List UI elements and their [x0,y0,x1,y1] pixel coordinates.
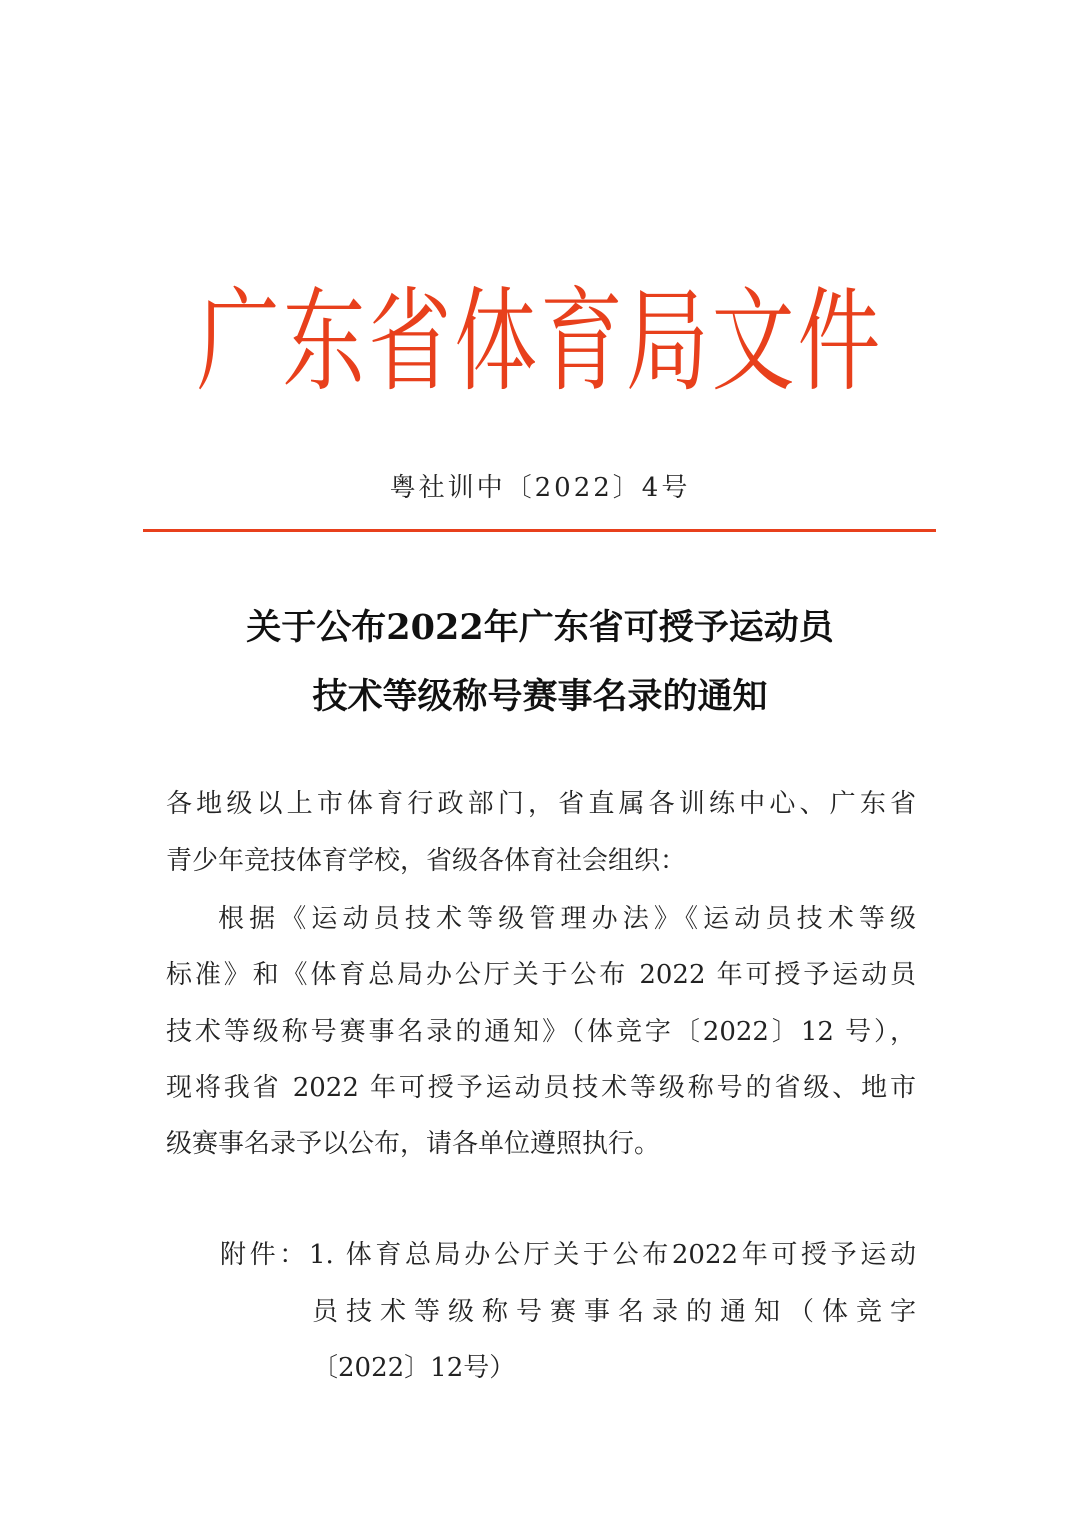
attachment-line-2: 员技术等级称号赛事名录的通知（体竞字 [312,1297,916,1327]
body-line-4: 现将我省 2022 年可授予运动员技术等级称号的省级、地市 [166,1073,916,1103]
document-title-line-2: 技术等级称号赛事名录的通知 [312,676,768,717]
body-line-1: 根据《运动员技术等级管理办法》《运动员技术等级 [218,904,916,934]
attachment-line-1: 附件：1. 体育总局办公厅关于公布2022年可授予运动 [220,1240,916,1270]
body-line-3: 技术等级称号赛事名录的通知》（体竞字〔2022〕12 号）， [166,1017,916,1047]
attachment-line-3: 〔2022〕12号） [312,1353,516,1383]
red-divider-rule [143,529,936,532]
salutation-line-2: 青少年竞技体育学校，省级各体育社会组织： [166,846,687,876]
document-number: 粤社训中〔2022〕4号 [389,473,691,503]
body-line-5: 级赛事名录予以公布，请各单位遵照执行。 [166,1129,661,1159]
issuer-masthead: 广东省体育局文件 [196,277,884,407]
body-line-2: 标准》和《体育总局办公厅关于公布 2022 年可授予运动员 [166,960,916,990]
document-title-line-1: 关于公布2022年广东省可授予运动员 [246,607,834,648]
salutation-line-1: 各地级以上市体育行政部门，省直属各训练中心、广东省 [166,789,916,819]
